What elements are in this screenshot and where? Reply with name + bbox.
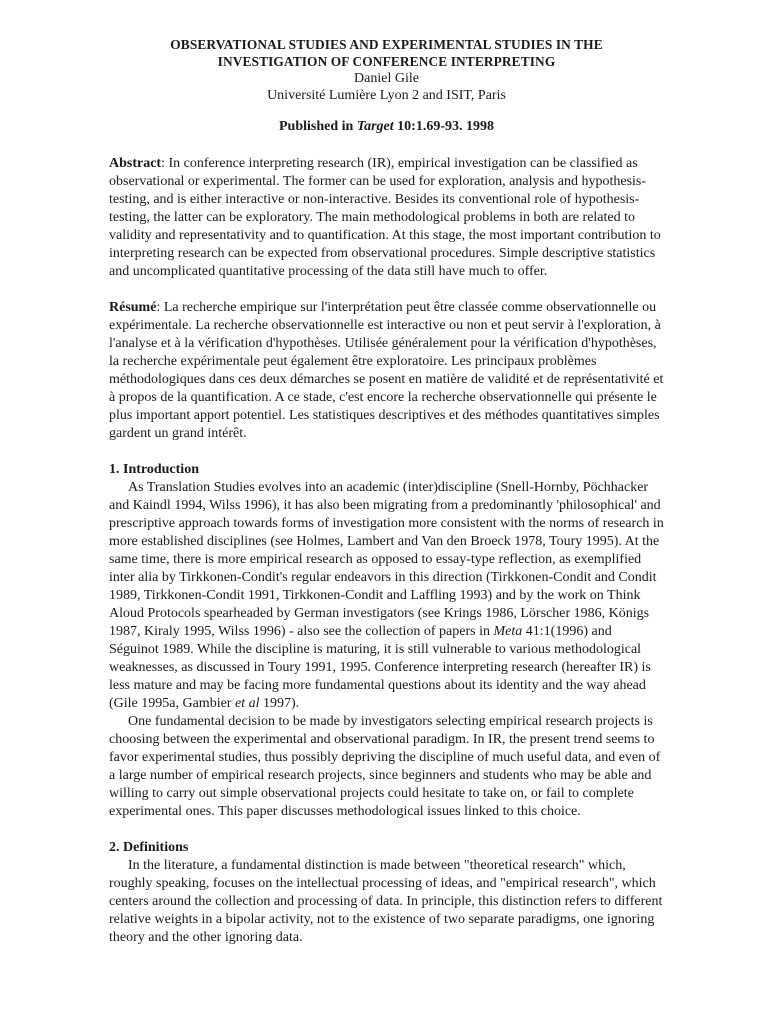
intro-p1-text-a: As Translation Studies evolves into an academic (inter)discipline (Snell-Hornby, Pöchhacker and Kaindl 1994, Wilss 1996), it has also been migrating from a predominantly 'philosophical' and prescriptive approach towards forms of investigation more consistent with the norms of research in more established disciplines (see Holmes, Lambert and Van den Broeck 1978, Toury 1995). At the same time, there is more empirical research as opposed to essay-type reflection, as exemplified inter alia by Tirkkonen-Condit's regular endeavors in this direction (Tirkkonen-Condit and Condit 1989, Tirkkonen-Condit 1991, Tirkkonen-Condit and Laffling 1993) and by the work on Think Aloud Protocols spearheaded by German investigators (see Krings 1986, Lörscher 1986, Königs 1987, Kiraly 1995, Wilss 1996) - also see the collection of papers in bbox=[109, 480, 664, 639]
publication-info bbox=[109, 118, 664, 135]
paper-header bbox=[109, 36, 664, 135]
abstract-label: Abstract bbox=[109, 156, 162, 171]
publication-prefix: Published in bbox=[279, 119, 357, 134]
intro-p1-text-b: 41:1(1996) and Séguinot 1989. While the discipline is maturing, it is still vulnerable to various methodological weaknesses, as discussed in Toury 1991, 1995. Conference interpreting research (hereafter IR) is less mature and may be facing more fundamental questions about its identity and the way ahead (Gile 1995a, Gambier bbox=[109, 624, 651, 711]
abstract-paragraph bbox=[109, 155, 664, 281]
publication-journal: Target bbox=[356, 119, 394, 134]
introduction-paragraph-1 bbox=[109, 479, 664, 713]
intro-p1-etal: et al bbox=[234, 696, 260, 711]
section-heading-definitions: 2. Definitions bbox=[109, 840, 189, 855]
introduction-paragraph-2: One fundamental decision to be made by investigators selecting empirical research projects is choosing between the experimental and observational paradigm. In IR, the present trend seems to favor experimental studies, thus possibly depriving the discipline of much useful data, and even of a large number of empirical research projects, since beginners and students who may be able and willing to carry out simple observational projects could hesitate to take on, or fail to complete experimental ones. This paper discusses methodological issues linked to this choice. bbox=[109, 714, 661, 819]
intro-p1-text-c: 1997). bbox=[259, 696, 300, 711]
resume-label: Résumé bbox=[109, 300, 157, 315]
resume-paragraph bbox=[109, 299, 664, 443]
definitions-paragraph-1: In the literature, a fundamental distinction is made between "theoretical research" which, roughly speaking, focuses on the intellectual processing of ideas, and "empirical research", which centers around the collection and processing of data. In principle, this distinction refers to different relative weights in a bipolar activity, not to the existence of two separate paradigms, one ignoring theory and the other ignoring data. bbox=[109, 858, 663, 945]
section-heading-introduction: 1. Introduction bbox=[109, 462, 199, 477]
paper-title-line-2: INVESTIGATION OF CONFERENCE INTERPRETING bbox=[217, 54, 556, 69]
paper-title-line-1: OBSERVATIONAL STUDIES AND EXPERIMENTAL STUDIES IN THE bbox=[170, 37, 603, 52]
abstract-text: : In conference interpreting research (IR), empirical investigation can be classified as observational or experimental. The former can be used for exploration, analysis and hypothesis-testing, and is either interactive or non-interactive. Besides its conventional role of hypothesis-testing, the latter can be exploratory. The main methodological problems in both are related to validity and representativity and to quantification. At this stage, the most important contribution to interpreting research can be expected from observational procedures. Simple descriptive statistics and uncomplicated quantitative processing of the data still have much to offer. bbox=[109, 156, 661, 279]
publication-details: 10:1.69-93. 1998 bbox=[393, 119, 494, 134]
author-affiliation: Université Lumière Lyon 2 and ISIT, Paris bbox=[267, 88, 506, 103]
author-name: Daniel Gile bbox=[354, 71, 419, 86]
resume-text: : La recherche empirique sur l'interprétation peut être classée comme observationnelle ou expérimentale. La recherche observationnelle est interactive ou non et peut servir à l'exploration, à l'analyse et à la vérification d'hypothèses. Utilisée généralement pour la vérification d'hypothèses, la recherche expérimentale peut également être exploratoire. Les principaux problèmes méthodologiques dans ces deux démarches se posent en matière de validité et de représentativité et à propos de la quantification. A ce stade, c'est encore la recherche observationnelle qui présente le plus important apport potentiel. Les statistiques descriptives et des méthodes quantitatives simples gardent un grand intérêt. bbox=[109, 300, 664, 441]
intro-p1-meta: Meta bbox=[493, 624, 523, 639]
